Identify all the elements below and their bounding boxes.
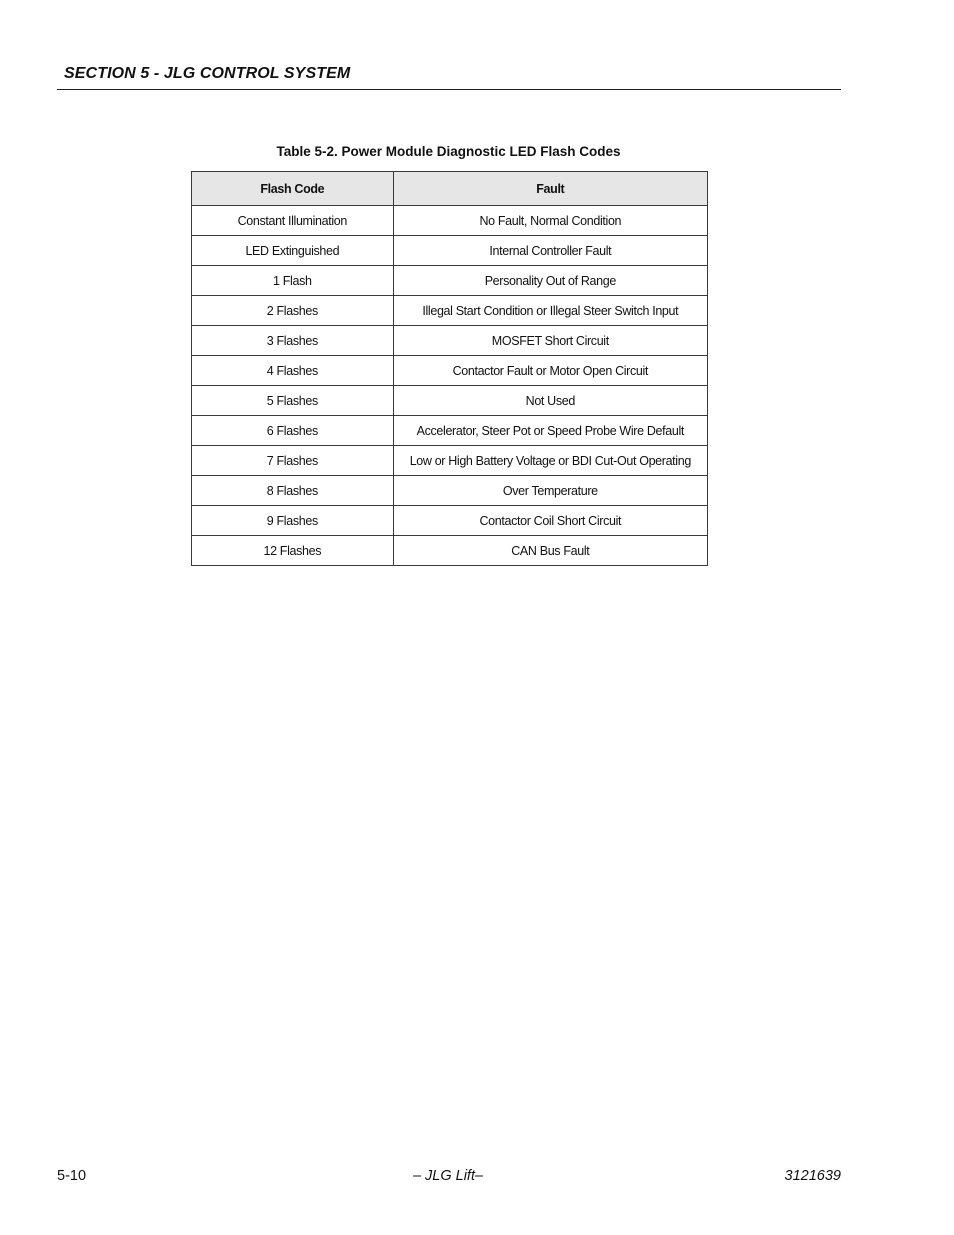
flash-code-cell: 3 Flashes: [192, 326, 394, 356]
fault-cell: Over Temperature: [393, 476, 707, 506]
flash-code-cell: 1 Flash: [192, 266, 394, 296]
table-row: [192, 206, 708, 236]
flash-code-cell: 5 Flashes: [192, 386, 394, 416]
table-caption: Table 5-2. Power Module Diagnostic LED Flash Codes: [276, 144, 621, 159]
table-row: [192, 266, 708, 296]
flash-code-cell: 4 Flashes: [192, 356, 394, 386]
flash-code-cell: Constant Illumination: [192, 206, 394, 236]
section-header: [57, 64, 841, 90]
table-row: [192, 476, 708, 506]
document-number: 3121639: [784, 1168, 841, 1184]
fault-cell: No Fault, Normal Condition: [393, 206, 707, 236]
table-row: [192, 236, 708, 266]
column-header-flash-code: Flash Code: [192, 172, 394, 206]
fault-cell: MOSFET Short Circuit: [393, 326, 707, 356]
fault-cell: CAN Bus Fault: [393, 536, 707, 566]
fault-cell: Low or High Battery Voltage or BDI Cut-Out Operating: [393, 446, 707, 476]
flash-code-cell: 7 Flashes: [192, 446, 394, 476]
table-row: [192, 536, 708, 566]
table-row: [192, 356, 708, 386]
table-row: [192, 506, 708, 536]
footer-brand: – JLG Lift–: [412, 1168, 484, 1184]
table-row: [192, 296, 708, 326]
fault-cell: Internal Controller Fault: [393, 236, 707, 266]
table-header-row: [192, 172, 708, 206]
flash-code-cell: 2 Flashes: [192, 296, 394, 326]
table-row: [192, 416, 708, 446]
fault-cell: Contactor Coil Short Circuit: [393, 506, 707, 536]
section-title: SECTION 5 - JLG CONTROL SYSTEM: [64, 65, 351, 82]
flash-code-cell: 6 Flashes: [192, 416, 394, 446]
flash-code-cell: LED Extinguished: [192, 236, 394, 266]
column-header-fault: Fault: [393, 172, 707, 206]
fault-cell: Accelerator, Steer Pot or Speed Probe Wire Default: [393, 416, 707, 446]
fault-cell: Not Used: [393, 386, 707, 416]
fault-cell: Illegal Start Condition or Illegal Steer Switch Input: [393, 296, 707, 326]
fault-cell: Contactor Fault or Motor Open Circuit: [393, 356, 707, 386]
flash-code-cell: 12 Flashes: [192, 536, 394, 566]
table-row: [192, 326, 708, 356]
flash-code-cell: 9 Flashes: [192, 506, 394, 536]
flash-code-table: [191, 171, 708, 566]
table-row: [192, 446, 708, 476]
flash-code-cell: 8 Flashes: [192, 476, 394, 506]
page-number: 5-10: [57, 1168, 87, 1184]
table-row: [192, 386, 708, 416]
fault-cell: Personality Out of Range: [393, 266, 707, 296]
